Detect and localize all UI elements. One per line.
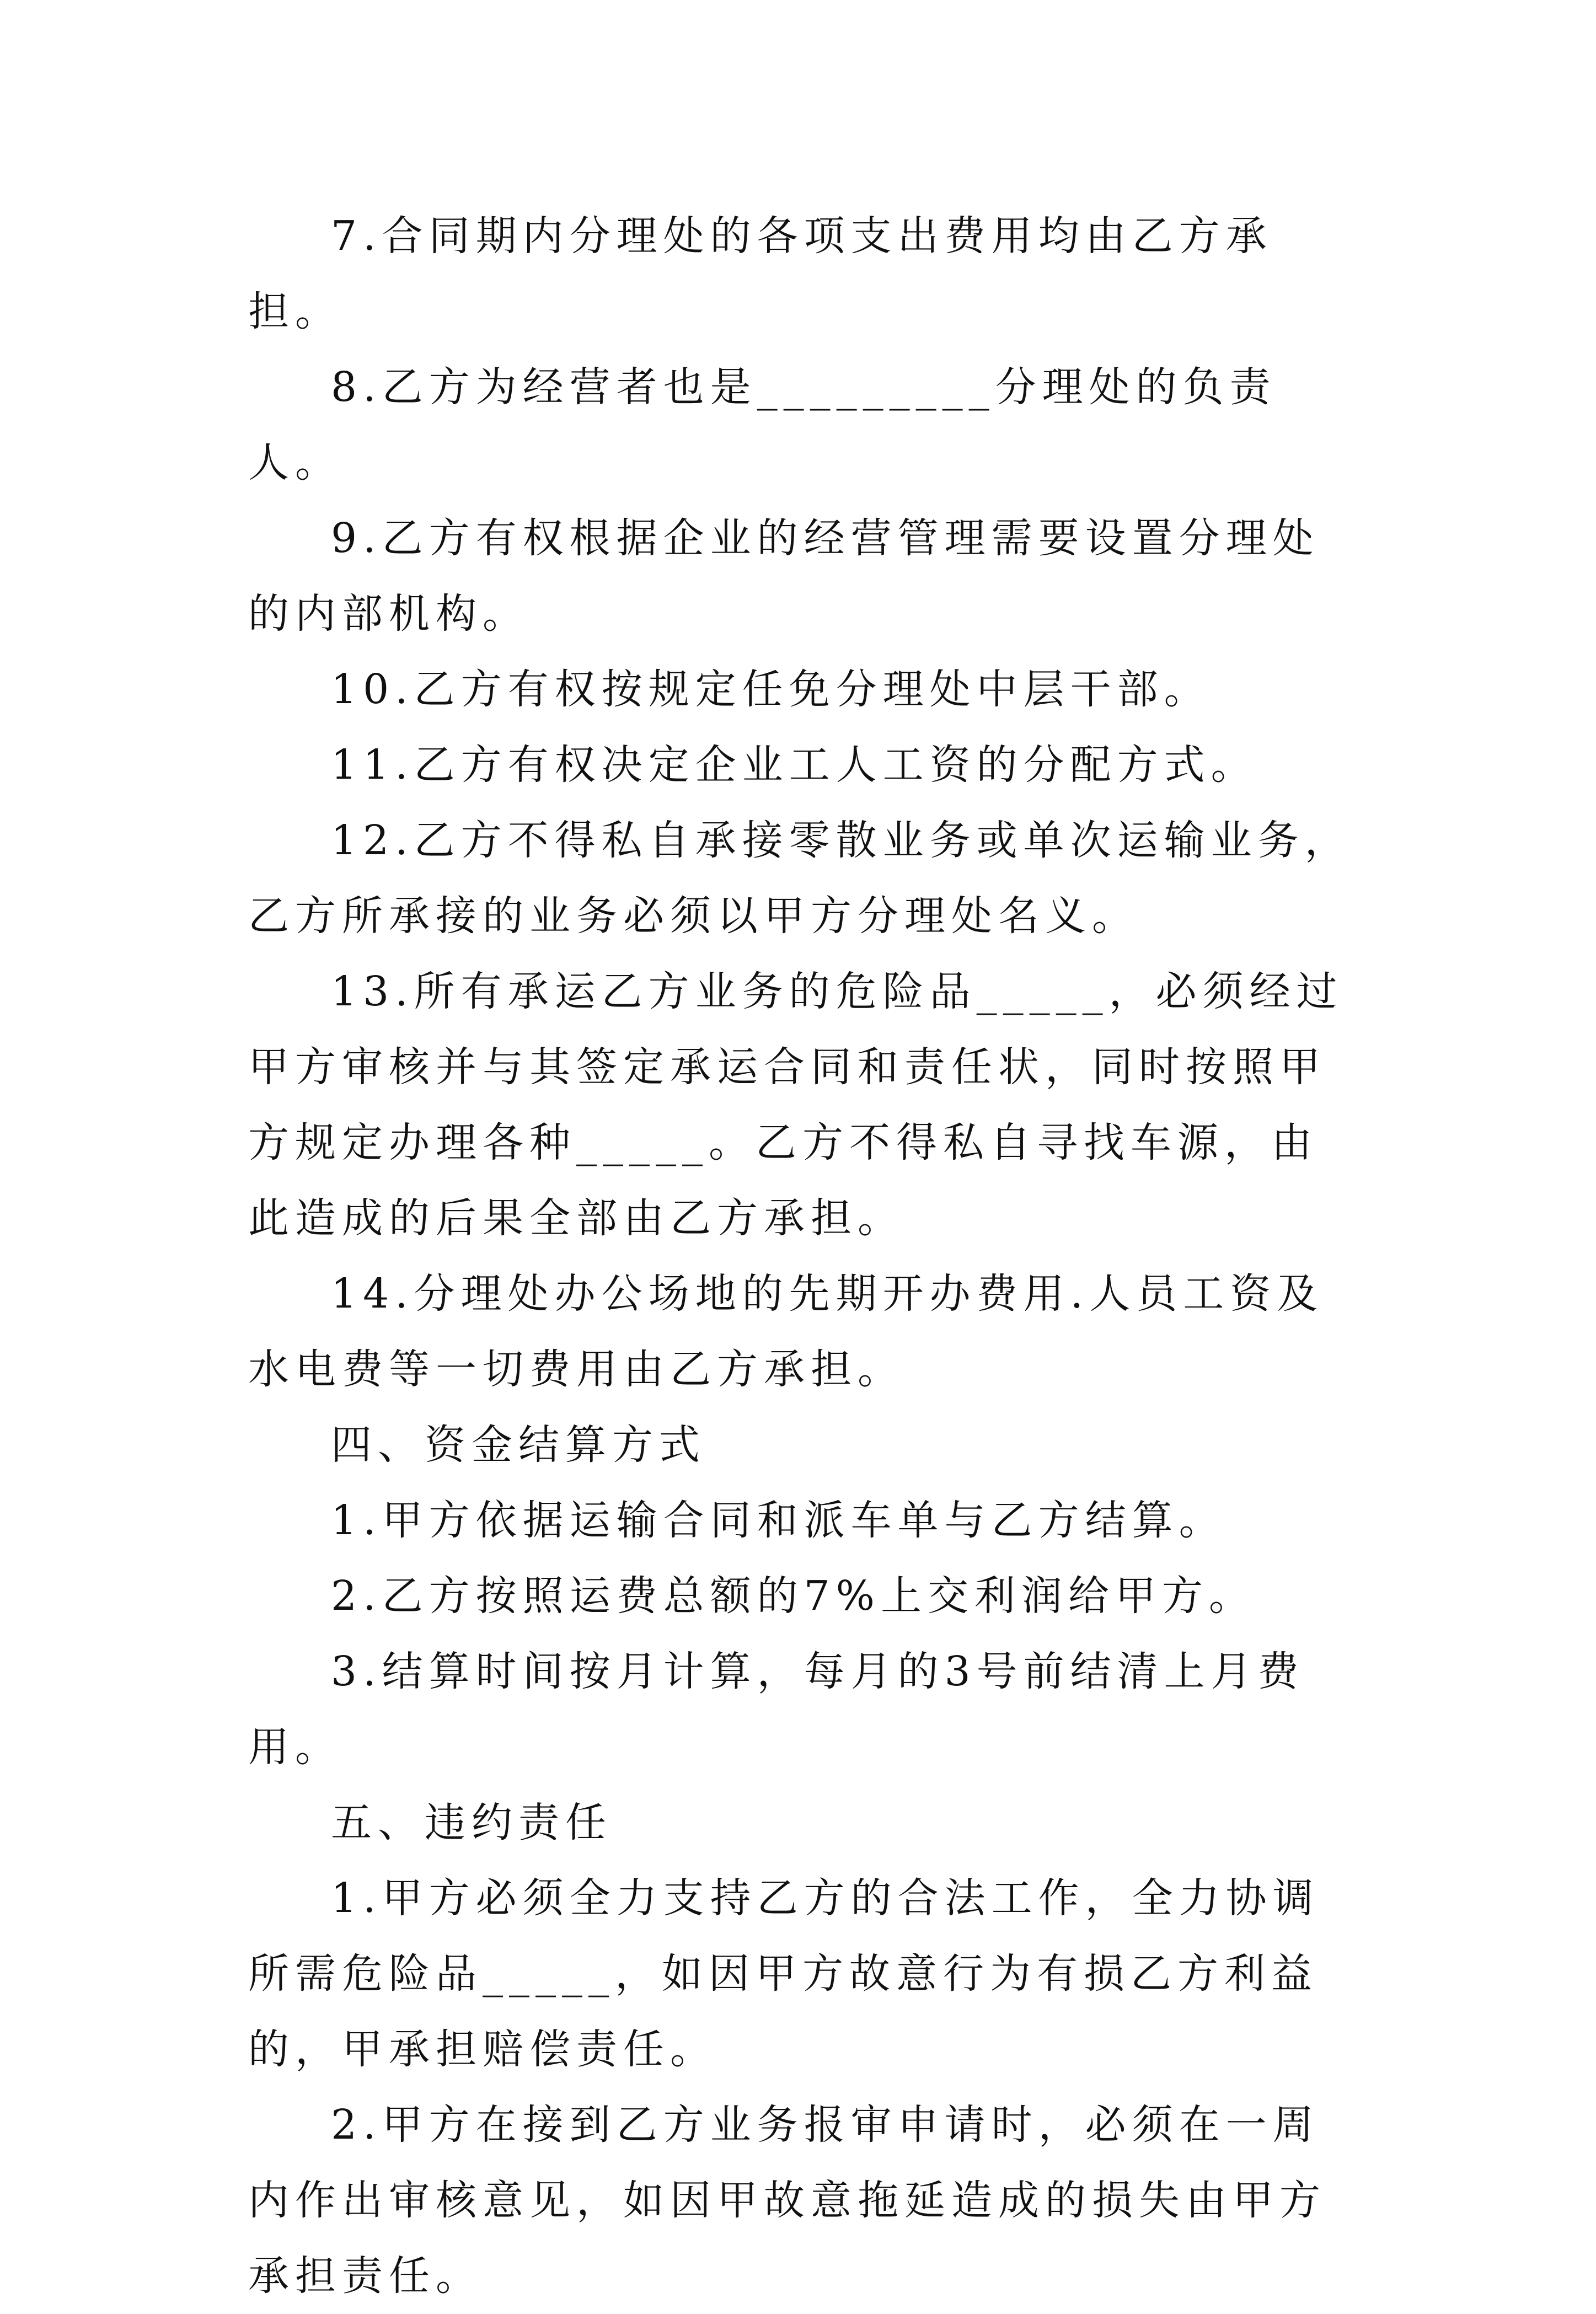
clause-14: 14.分理处办公场地的先期开办费用.人员工资及水电费等一切费用由乙方承担。 xyxy=(248,1270,1324,1393)
liability-clause-1: 1.甲方必须全力支持乙方的合法工作，全力协调所需危险品_____，如因甲方故意行为有损乙方利益的，甲承担赔偿责任。 xyxy=(248,1874,1320,2073)
clause-9: 9.乙方有权根据企业的经营管理需要设置分理处的内部机构。 xyxy=(248,515,1320,638)
settlement-clause-2: 2.乙方按照运费总额的7%上交利润给甲方。 xyxy=(331,1572,1256,1620)
document-body xyxy=(248,199,1362,2314)
clause-11: 11.乙方有权决定企业工人工资的分配方式。 xyxy=(331,741,1258,789)
section-heading-settlement: 四、资金结算方式 xyxy=(331,1421,706,1469)
clause-13: 13.所有承运乙方业务的危险品_____，必须经过甲方审核并与其签定承运合同和责任状，同时按照甲方规定办理各种_____。乙方不得私自寻找车源，由此造成的后果全部由乙方承担。 xyxy=(248,968,1343,1242)
liability-clause-2: 2.甲方在接到乙方业务报审申请时，必须在一周内作出审核意见，如因甲故意拖延造成的损失由甲方承担责任。 xyxy=(248,2101,1326,2300)
clause-8: 8.乙方为经营者也是_________分理处的负责人。 xyxy=(248,363,1277,486)
settlement-clause-1: 1.甲方依据运输合同和派车单与乙方结算。 xyxy=(331,1497,1226,1544)
clause-7: 7.合同期内分理处的各项支出费用均由乙方承担。 xyxy=(248,212,1273,335)
clause-12: 12.乙方不得私自承接零散业务或单次运输业务，乙方所承接的业务必须以甲方分理处名义。 xyxy=(248,817,1352,940)
section-heading-liability: 五、违约责任 xyxy=(331,1799,612,1846)
settlement-clause-3: 3.结算时间按月计算，每月的3号前结清上月费用。 xyxy=(248,1648,1305,1771)
clause-10: 10.乙方有权按规定任免分理处中层干部。 xyxy=(331,666,1211,713)
